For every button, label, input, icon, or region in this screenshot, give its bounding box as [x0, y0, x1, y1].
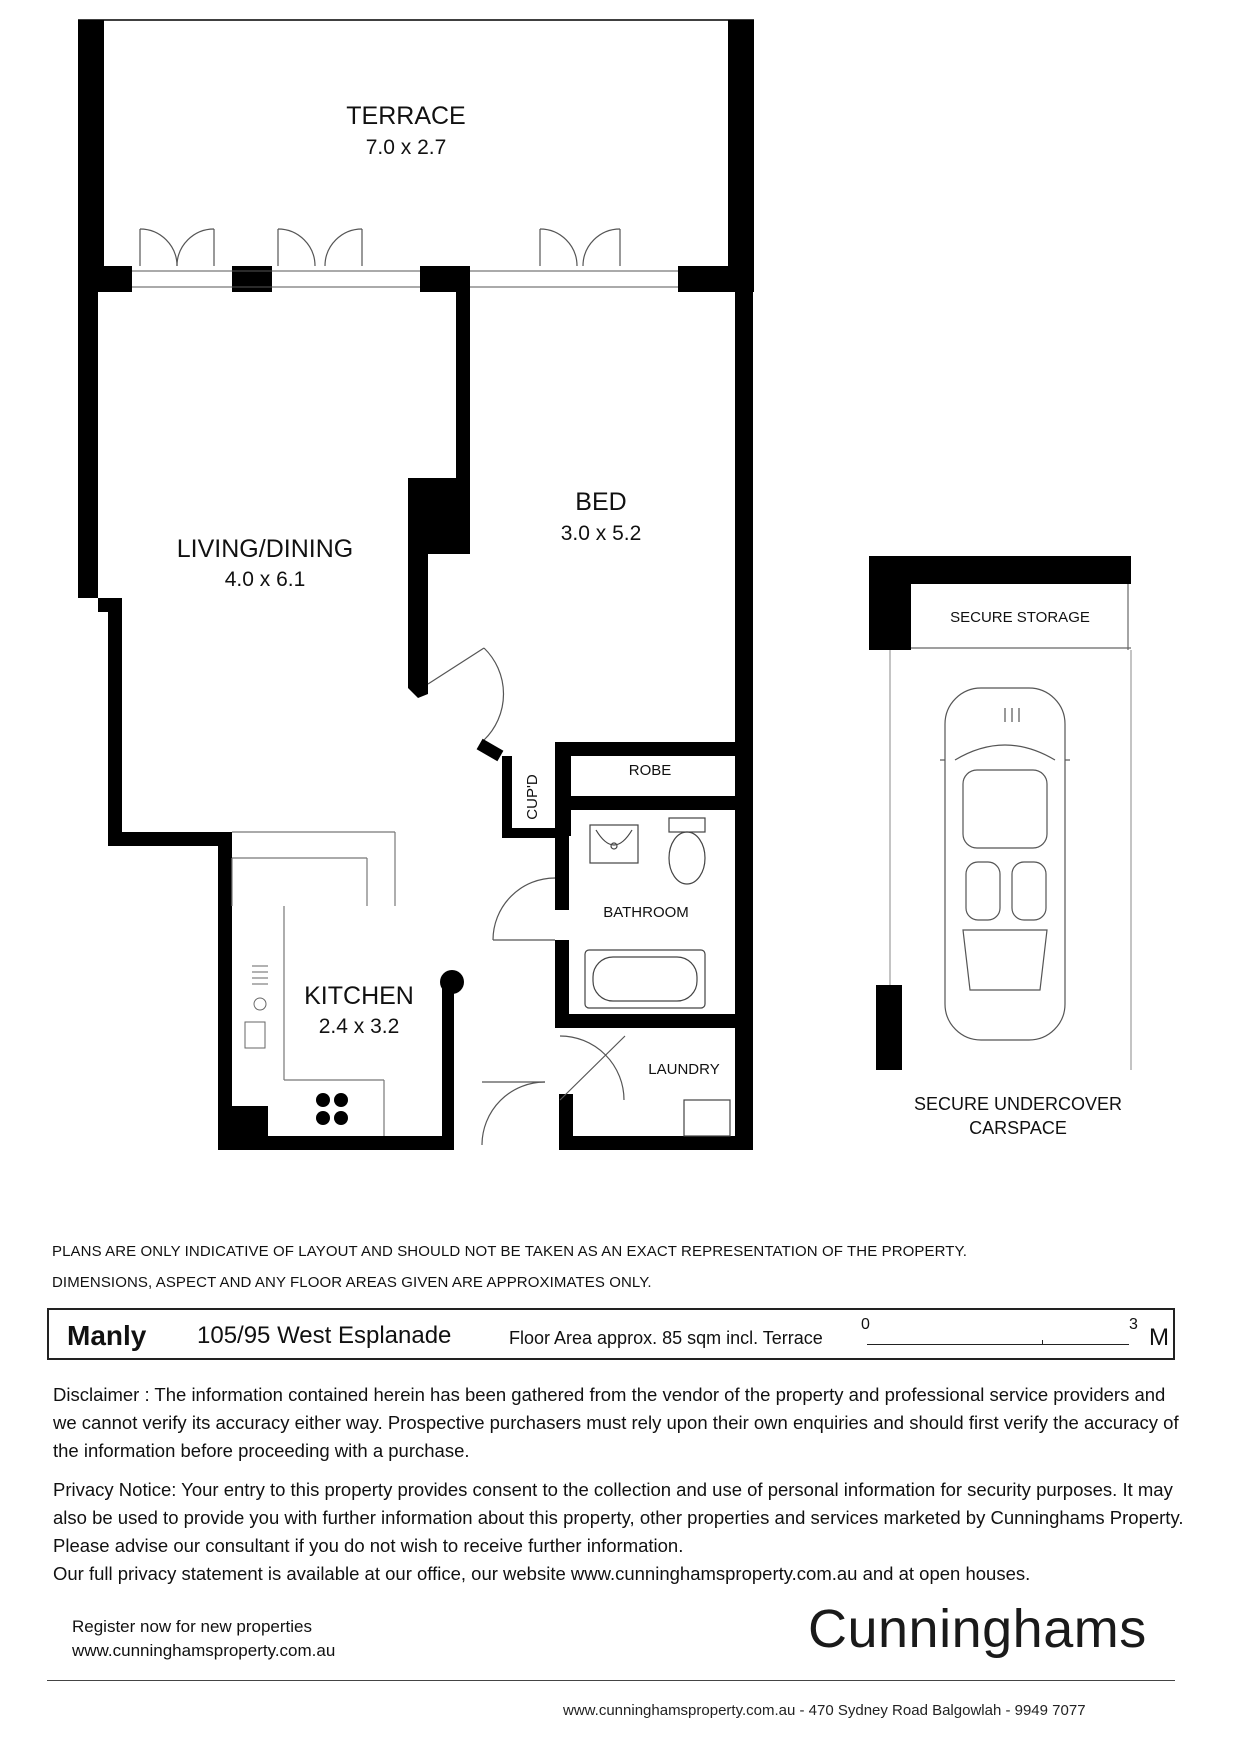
- bed-partition: [408, 292, 470, 698]
- bed-dims: 3.0 x 5.2: [560, 522, 642, 545]
- privacy-paragraph-2: Our full privacy statement is available at our office, our website www.cunninghamsproperty.com.au and at open houses.: [53, 1563, 1031, 1584]
- disclaimer-paragraph: Disclaimer : The information contained herein has been gathered from the vendor of the property and professional service providers and we cannot verify its accuracy either way. Prospective purchasers must rely upon their own enquiries and should first verify the accuracy of the information before proceeding with a purchase.: [53, 1384, 1179, 1461]
- privacy-text: [53, 1476, 1193, 1588]
- terrace-wall-right: [728, 20, 754, 292]
- scale-start: 0: [861, 1316, 870, 1333]
- carspace-label-2: CARSPACE: [969, 1118, 1067, 1138]
- cooktop-icon: [316, 1093, 348, 1125]
- scale-unit: M: [1149, 1324, 1169, 1351]
- floor-area: Floor Area approx. 85 sqm incl. Terrace: [509, 1328, 823, 1348]
- oven-icon: [245, 966, 268, 1048]
- laundry-door: [560, 1036, 625, 1100]
- bathroom-label: BATHROOM: [603, 904, 689, 921]
- scale-end: 3: [1129, 1316, 1138, 1333]
- carspace: [869, 556, 1131, 1070]
- cupd-label: CUP'D: [524, 774, 541, 820]
- footer-contact: www.cunninghamsproperty.com.au - 470 Sydney Road Balgowlah - 9949 7077: [563, 1702, 1086, 1719]
- carspace-label-1: SECURE UNDERCOVER: [913, 1094, 1123, 1114]
- bed-label: BED: [575, 488, 627, 516]
- disclaimer-text: [53, 1381, 1193, 1465]
- terrace-dims: 7.0 x 2.7: [365, 136, 447, 159]
- address: 105/95 West Esplanade: [197, 1322, 452, 1349]
- register-url[interactable]: www.cunninghamsproperty.com.au: [72, 1641, 336, 1660]
- suburb: Manly: [67, 1320, 147, 1351]
- property-info-bar: [47, 1308, 1175, 1360]
- privacy-paragraph-1: Privacy Notice: Your entry to this property provides consent to the collection and use of personal information for security purposes. It may also be used to provide you with further information about this property, other properties and services marketed by Cunninghams Property. Please advise our consultant if you do not wish to receive further information.: [53, 1479, 1184, 1556]
- scale-tick: [1042, 1340, 1043, 1344]
- car-icon: [940, 688, 1070, 1040]
- footer-divider: [47, 1680, 1175, 1681]
- robe-label: ROBE: [628, 762, 672, 779]
- terrace-wall-left: [78, 20, 104, 292]
- terrace-label: TERRACE: [346, 102, 466, 130]
- disclaimer-note-2: DIMENSIONS, ASPECT AND ANY FLOOR AREAS GIVEN ARE APPROXIMATES ONLY.: [52, 1274, 652, 1291]
- storage-label: SECURE STORAGE: [950, 609, 1090, 626]
- laundry-label: LAUNDRY: [648, 1061, 720, 1078]
- kitchen-dims: 2.4 x 3.2: [318, 1015, 400, 1038]
- disclaimer-note-1: PLANS ARE ONLY INDICATIVE OF LAYOUT AND SHOULD NOT BE TAKEN AS AN EXACT REPRESENTATION OF THE PROPERTY.: [52, 1243, 967, 1260]
- kitchen-label: KITCHEN: [304, 982, 414, 1010]
- scale-bar: [867, 1344, 1129, 1345]
- terrace-doors: [140, 229, 620, 266]
- entry-door: [482, 1082, 545, 1145]
- living-label: LIVING/DINING: [176, 535, 354, 563]
- living-dims: 4.0 x 6.1: [224, 568, 306, 591]
- brand-logo: Cunninghams: [808, 1599, 1147, 1659]
- register-text: [72, 1615, 335, 1663]
- bath-door: [493, 878, 555, 940]
- register-line-1: Register now for new properties: [72, 1617, 313, 1636]
